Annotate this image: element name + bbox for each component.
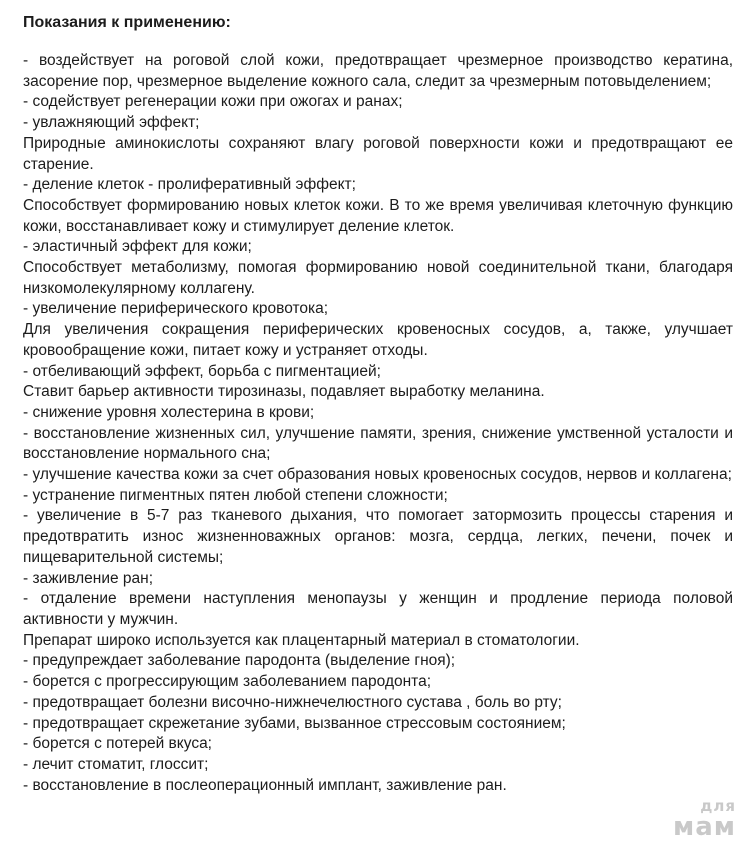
- paragraph: - эластичный эффект для кожи;: [23, 238, 252, 256]
- paragraph: - борется с прогрессирующим заболеванием пародонта;: [23, 673, 432, 691]
- paragraph: - снижение уровня холестерина в крови;: [23, 403, 315, 421]
- watermark-bottom: мам: [672, 812, 736, 842]
- paragraph: - устранение пигментных пятен любой степени сложности;: [23, 486, 448, 504]
- paragraph: - предотвращает болезни височно-нижнечелюстного сустава , боль во рту;: [23, 693, 562, 711]
- paragraph-list: [23, 51, 733, 796]
- section-title: Показания к применению:: [23, 14, 231, 31]
- paragraph: Способствует метаболизму, помогая формированию новой соединительной ткани, благодаря низкомолекулярному коллагену.: [23, 259, 733, 297]
- paragraph: - улучшение качества кожи за счет образования новых кровеносных сосудов, нервов и коллагена;: [23, 466, 732, 484]
- paragraph: - предотвращает скрежетание зубами, вызванное стрессовым состоянием;: [23, 714, 566, 732]
- paragraph: - борется с потерей вкуса;: [23, 735, 212, 753]
- paragraph: Ставит барьер активности тирозиназы, подавляет выработку меланина.: [23, 383, 545, 401]
- paragraph: - лечит стоматит, глоссит;: [23, 755, 209, 773]
- watermark-top: для: [700, 797, 736, 815]
- paragraph: - увеличение в 5-7 раз тканевого дыхания, что помогает затормозить процессы старения и предотвратить износ жизненноважных органов: мозга, сердца, легких, печени, почек и пищеварительной системы;: [23, 507, 733, 566]
- paragraph: - увлажняющий эффект;: [23, 114, 200, 132]
- paragraph: Природные аминокислоты сохраняют влагу роговой поверхности кожи и предотвращают ее старение.: [23, 134, 733, 173]
- paragraph: - заживление ран;: [23, 569, 154, 587]
- paragraph: - отдаление времени наступления менопаузы у женщин и продление периода половой активности у мужчин.: [23, 590, 733, 628]
- paragraph: Способствует формированию новых клеток кожи. В то же время увеличивая клеточную функцию кожи, восстанавливает кожу и стимулирует деление клеток.: [23, 196, 733, 235]
- paragraph: - увеличение периферического кровотока;: [23, 300, 329, 318]
- paragraph: - восстановление жизненных сил, улучшение памяти, зрения, снижение умственной усталости и восстановление нормального сна;: [23, 424, 733, 463]
- watermark-logo: [673, 799, 736, 840]
- paragraph: Для увеличения сокращения периферических кровеносных сосудов, а, также, улучшает кровообращение кожи, питает кожу и устраняет отходы.: [23, 321, 733, 359]
- paragraph: - отбеливающий эффект, борьба с пигментацией;: [23, 362, 381, 380]
- paragraph: - воздействует на роговой слой кожи, предотвращает чрезмерное производство кератина, засорение пор, чрезмерное выделение кожного сала, следит за чрезмерным потовыделением;: [23, 52, 733, 90]
- paragraph: Препарат широко используется как плацентарный материал в стоматологии.: [23, 631, 580, 649]
- paragraph: - содействует регенерации кожи при ожогах и ранах;: [23, 93, 403, 111]
- paragraph: - деление клеток - пролиферативный эффект;: [23, 176, 356, 194]
- paragraph: - предупреждает заболевание пародонта (выделение гноя);: [23, 652, 456, 670]
- document-body: [23, 13, 733, 796]
- paragraph: - восстановление в послеоперационный имплант, заживление ран.: [23, 776, 507, 794]
